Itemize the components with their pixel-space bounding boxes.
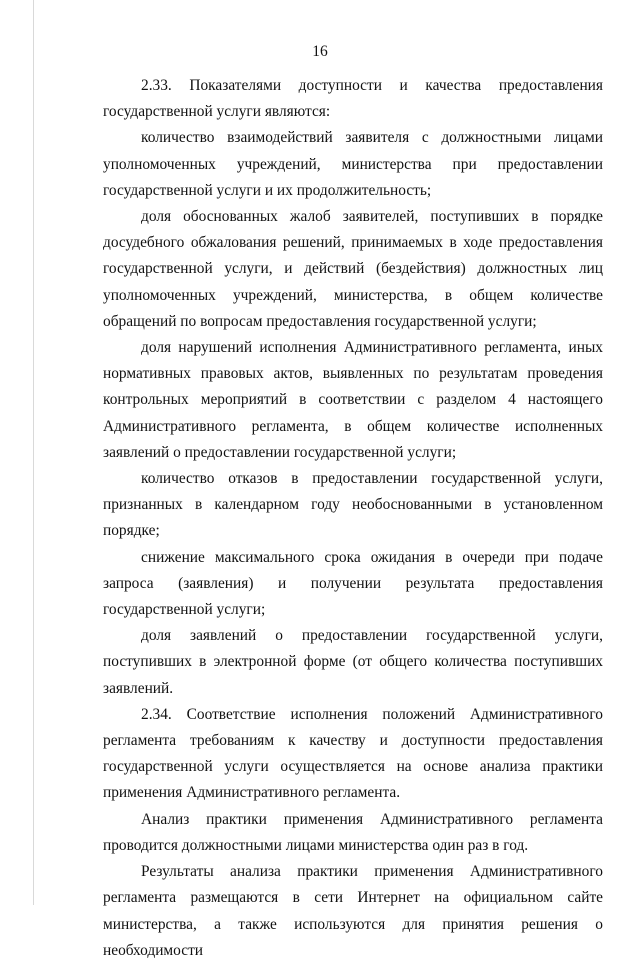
paragraph-queue-time: снижение максимального срока ожидания в очереди при подаче запроса (заявления) и получении результата предоставления государственной услуги; xyxy=(103,548,603,619)
scan-edge-line xyxy=(33,0,34,905)
paragraph-interactions-count: количество взаимодействий заявителя с должностными лицами уполномоченных учреждений, министерства при предоставлении государственной услуги и их продолжительность; xyxy=(103,129,603,199)
paragraph-analysis-results: Результаты анализа практики применения Административного регламента размещаются в сети Интернет на официальном сайте министерства, а также используются для принятия решения о необходимости xyxy=(103,863,603,959)
paragraph-violations-share: доля нарушений исполнения Административного регламента, иных нормативных правовых актов, выявленных по результатам проведения контрольных мероприятий в соответствии с разделом 4 настоящего Административного регламента, в общем количестве исполненных заявлений о предоставлении государственной услуги; xyxy=(103,339,603,461)
paragraph-2-33-intro: 2.33. Показателями доступности и качества предоставления государственной услуги являются: xyxy=(103,77,603,121)
paragraph-analysis-frequency: Анализ практики применения Административного регламента проводится должностными лицами министерства один раз в год. xyxy=(103,810,603,854)
page-number: 16 xyxy=(312,43,328,60)
paragraph-2-34: 2.34. Соответствие исполнения положений Административного регламента требованиям к качеству и доступности предоставления государственной услуги осуществляется на основе анализа практики применения Административного регламента. xyxy=(103,705,603,802)
paragraph-electronic-share: доля заявлений о предоставлении государственной услуги, поступивших в электронной форме (от общего количества поступивших заявлений. xyxy=(103,627,603,697)
paragraph-refusals-count: количество отказов в предоставлении государственной услуги, признанных в календарном году необоснованными в установленном порядке; xyxy=(103,470,603,540)
paragraph-complaints-share: доля обоснованных жалоб заявителей, поступивших в порядке досудебного обжалования решений, принимаемых в ходе предоставления государственной услуги, и действий (бездействия) должностных лиц уполномоченных учреждений, министерства, в общем количестве обращений по вопросам предоставления государственной услуги; xyxy=(103,208,603,330)
document-body xyxy=(103,73,603,964)
